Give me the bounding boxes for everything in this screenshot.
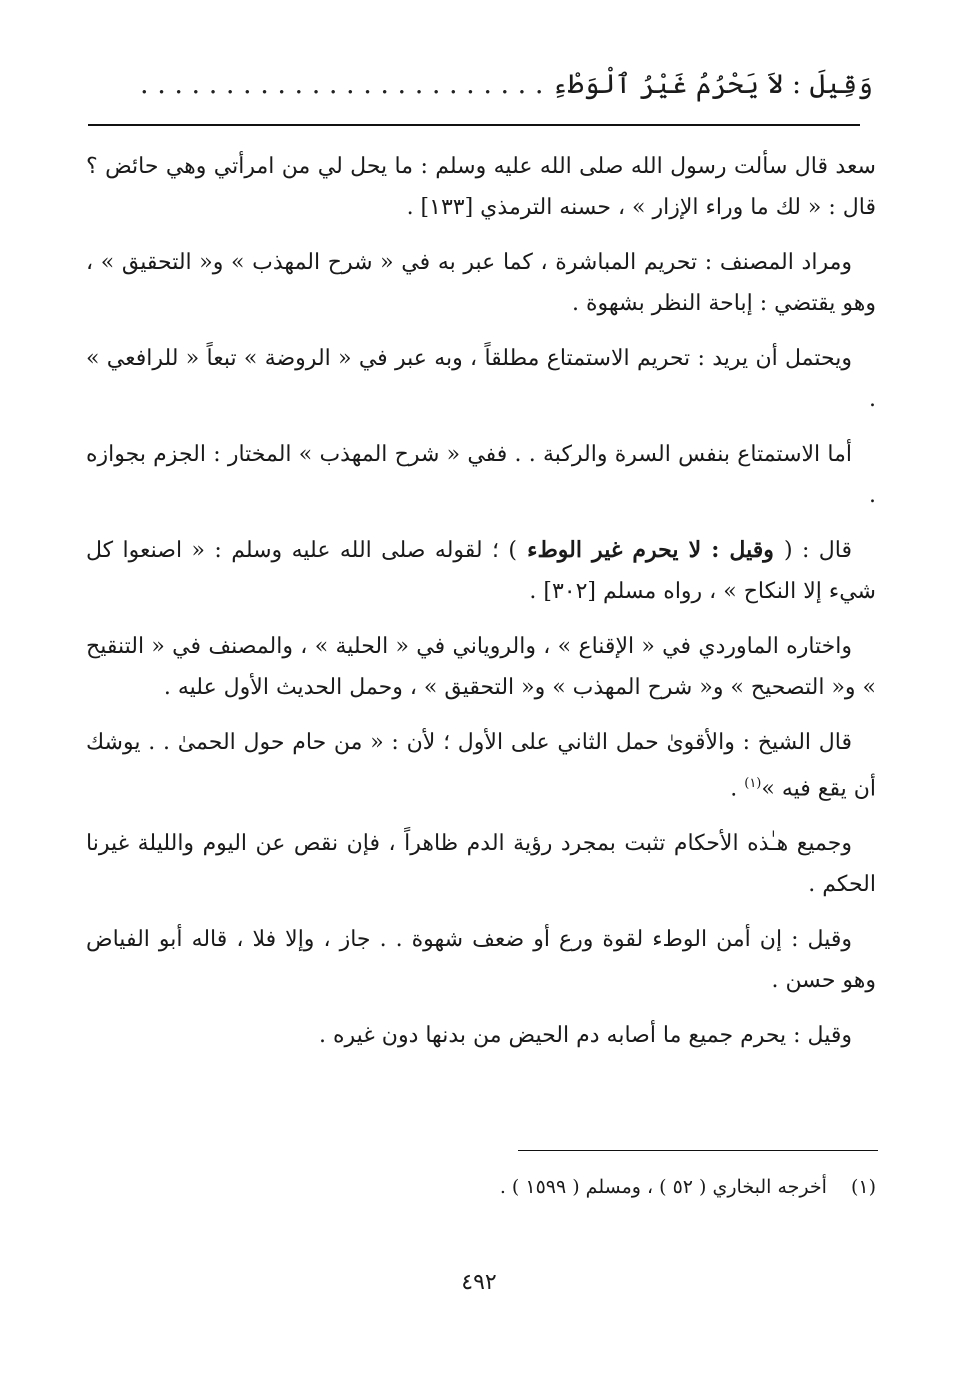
paragraph: ويحتمل أن يريد : تحريم الاستمتاع مطلقاً ، وبه عبر في « الروضة » تبعاً « للرافعي » . xyxy=(86,346,876,412)
paragraph: أما الاستمتاع بنفس السرة والركبة . . ففي « شرح المهذب » المختار : الجزم بجوازه . xyxy=(86,442,876,508)
page-number: ٤٩٢ xyxy=(461,1270,497,1295)
paragraph xyxy=(86,530,876,612)
header-title: وَقِيلَ : لاَ يَحْرُمُ غَيْرُ ٱلْوَطْءِ xyxy=(552,69,873,100)
paragraph: سعد قال سألت رسول الله صلى الله عليه وسلم : ما يحل لي من امرأتي وهي حائض ؟ قال : « لك ما وراء الإزار » ، حسنه الترمذي [١٣٣] . xyxy=(86,154,876,220)
matn-quote: وقيل : لا يحرم غير الوطء xyxy=(517,537,784,563)
paragraph: وجميع هـٰذه الأحكام تثبت بمجرد رؤية الدم ظاهراً ، فإن نقص عن اليوم والليلة غيرنا الحكم . xyxy=(86,831,876,898)
paragraph: ومراد المصنف : تحريم المباشرة ، كما عبر به في « شرح المهذب » و« التحقيق » ، وهو يقتضي : إباحة النظر بشهوة . xyxy=(86,250,876,316)
footnote-marker[interactable]: (١) xyxy=(744,776,762,791)
footnote xyxy=(200,1172,876,1202)
footnote-number: (١) xyxy=(850,1176,876,1198)
paragraph: وقيل : إن أمن الوطء لقوة ورع أو ضعف شهوة . . جاز ، وإلا فلا ، قاله أبو الفياض وهو حسن . xyxy=(86,927,876,994)
running-header xyxy=(88,60,873,110)
paragraph-prefix: قال : ( xyxy=(783,538,852,563)
paragraph-tail: . xyxy=(730,776,745,802)
main-text xyxy=(86,146,876,1070)
footnote-text: أخرجه البخاري ( ٥٢ ) ، ومسلم ( ١٥٩٩ ) . xyxy=(499,1176,827,1198)
footnote-divider xyxy=(518,1150,878,1151)
paragraph-text: قال الشيخ : والأقوىٰ حمل الثاني على الأول ؛ لأن : « من حام حول الحمىٰ . . يوشك أن يقع فيه » xyxy=(86,730,876,802)
header-divider xyxy=(88,124,860,126)
paragraph xyxy=(86,722,876,809)
paragraph: واختاره الماوردي في « الإقناع » ، والروياني في « الحلية » ، والمصنف في « التنقيح » و« التصحيح » و« شرح المهذب » و« التحقيق » ، وحمل الحديث الأول عليه . xyxy=(86,634,876,700)
header-leader-dots: . . . . . . . . . . . . . . . . . . . . . . . . xyxy=(140,69,544,100)
paragraph: وقيل : يحرم جميع ما أصابه دم الحيض من بدنها دون غيره . xyxy=(319,1023,852,1049)
paragraph-suffix: ) ؛ لقوله صلى الله عليه وسلم : « اصنعوا كل شيء إلا النكاح » ، رواه مسلم [٣٠٢] . xyxy=(86,538,876,604)
